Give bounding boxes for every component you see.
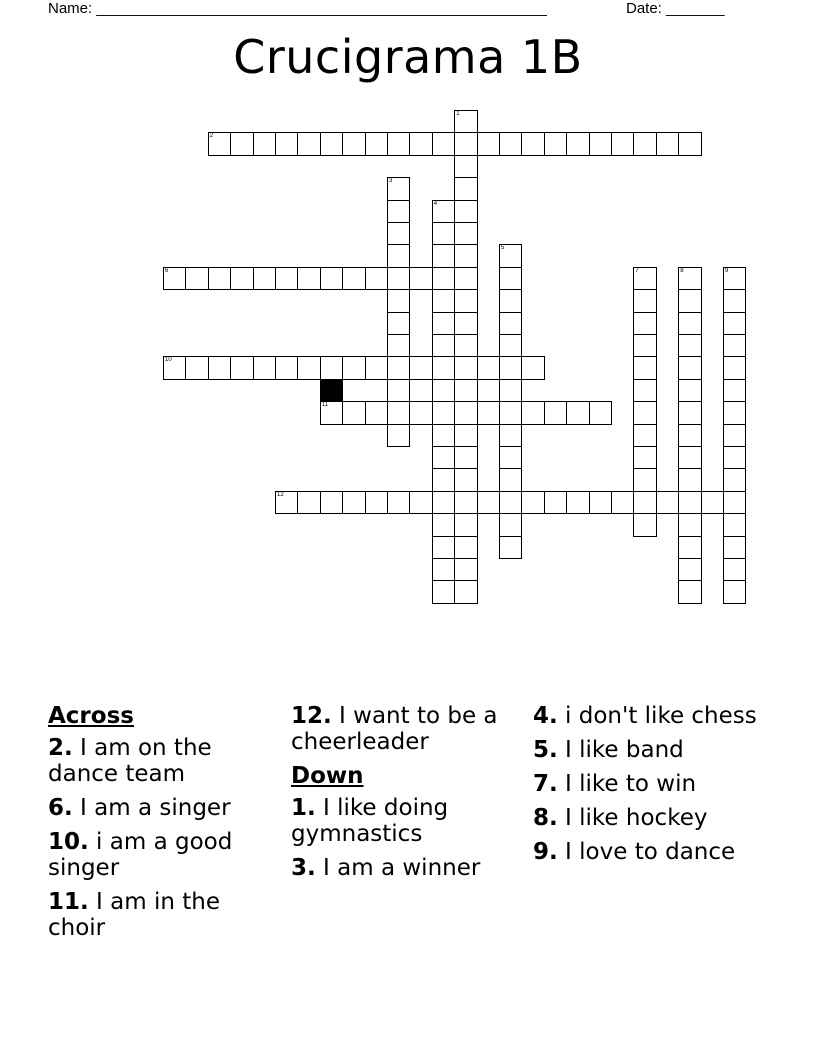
grid-cell[interactable]	[387, 356, 410, 379]
grid-cell[interactable]	[723, 379, 746, 402]
grid-cell[interactable]	[454, 222, 477, 245]
grid-cell[interactable]	[566, 401, 589, 424]
grid-cell[interactable]	[477, 132, 500, 155]
grid-cell[interactable]	[454, 491, 477, 514]
grid-cell[interactable]	[723, 513, 746, 536]
grid-cell[interactable]	[432, 424, 455, 447]
grid-cell[interactable]	[387, 200, 410, 223]
grid-cell[interactable]	[678, 580, 701, 603]
grid-cell[interactable]	[387, 491, 410, 514]
grid-cell[interactable]	[566, 491, 589, 514]
grid-cell[interactable]	[454, 312, 477, 335]
grid-cell[interactable]	[387, 379, 410, 402]
grid-cell[interactable]	[723, 356, 746, 379]
grid-cell[interactable]	[342, 491, 365, 514]
clue-across-12	[291, 703, 521, 755]
cell-number: 7	[635, 267, 639, 274]
grid-cell[interactable]	[723, 558, 746, 581]
grid-cell[interactable]	[432, 334, 455, 357]
grid-cell[interactable]	[387, 244, 410, 267]
grid-cell[interactable]	[633, 312, 656, 335]
grid-cell[interactable]	[387, 222, 410, 245]
clues-column-3	[533, 703, 763, 873]
clue-across-10	[48, 829, 278, 881]
grid-cell[interactable]	[320, 267, 343, 290]
clue-down-7	[533, 771, 763, 797]
grid-cell[interactable]	[275, 491, 298, 514]
cell-number: 10	[165, 357, 172, 364]
grid-cell[interactable]	[633, 132, 656, 155]
grid-cell[interactable]	[342, 356, 365, 379]
grid-cell[interactable]	[275, 356, 298, 379]
grid-cell[interactable]	[633, 267, 656, 290]
grid-cell[interactable]	[365, 356, 388, 379]
grid-cell[interactable]	[253, 356, 276, 379]
grid-cell[interactable]	[723, 446, 746, 469]
grid-cell[interactable]	[723, 580, 746, 603]
clue-text: I want to be a cheerleader	[291, 703, 498, 755]
grid-cell[interactable]	[678, 267, 701, 290]
clue-text: i don't like chess	[557, 703, 757, 729]
grid-cell[interactable]	[454, 155, 477, 178]
clue-down-4	[533, 703, 763, 729]
grid-cell[interactable]	[230, 356, 253, 379]
grid-cell[interactable]	[275, 267, 298, 290]
grid-cell[interactable]	[611, 491, 634, 514]
grid-cell[interactable]	[633, 491, 656, 514]
clues-column-2	[291, 703, 521, 889]
clue-text: I like hockey	[557, 805, 708, 831]
grid-cell[interactable]	[499, 267, 522, 290]
grid-cell[interactable]	[454, 446, 477, 469]
grid-cell[interactable]	[477, 356, 500, 379]
grid-cell[interactable]	[723, 536, 746, 559]
grid-cell[interactable]	[454, 580, 477, 603]
grid-cell[interactable]	[320, 401, 343, 424]
grid-cell[interactable]	[499, 132, 522, 155]
grid-cell[interactable]	[499, 446, 522, 469]
grid-cell[interactable]	[163, 356, 186, 379]
clue-text: I like doing gymnastics	[291, 795, 449, 847]
cell-number: 4	[433, 200, 438, 207]
grid-cell[interactable]	[454, 356, 477, 379]
grid-cell[interactable]	[678, 513, 701, 536]
clue-number: 1.	[291, 795, 316, 821]
clue-down-1	[291, 795, 521, 847]
grid-cell[interactable]	[409, 267, 432, 290]
grid-cell[interactable]	[566, 132, 589, 155]
black-square	[320, 379, 343, 402]
grid-cell[interactable]	[678, 468, 701, 491]
grid-cell[interactable]	[678, 446, 701, 469]
grid-cell[interactable]	[454, 110, 477, 133]
grid-cell[interactable]	[499, 468, 522, 491]
clue-text: I love to dance	[557, 839, 736, 865]
grid-cell[interactable]	[499, 334, 522, 357]
grid-cell[interactable]	[365, 401, 388, 424]
grid-cell[interactable]	[454, 536, 477, 559]
grid-cell[interactable]	[678, 379, 701, 402]
grid-cell[interactable]	[723, 468, 746, 491]
grid-cell[interactable]	[499, 379, 522, 402]
grid-cell[interactable]	[499, 312, 522, 335]
grid-cell[interactable]	[409, 491, 432, 514]
grid-cell[interactable]	[432, 491, 455, 514]
cell-number: 1	[456, 111, 460, 117]
grid-cell[interactable]	[387, 267, 410, 290]
grid-cell[interactable]	[230, 267, 253, 290]
grid-cell[interactable]	[723, 289, 746, 312]
grid-cell[interactable]	[297, 491, 320, 514]
cell-number: 3	[389, 178, 393, 185]
clue-number: 10.	[48, 829, 89, 855]
grid-cell[interactable]	[253, 267, 276, 290]
grid-cell[interactable]	[253, 132, 276, 155]
grid-cell[interactable]	[409, 401, 432, 424]
grid-cell[interactable]	[342, 132, 365, 155]
grid-cell[interactable]	[297, 132, 320, 155]
cell-number: 12	[277, 491, 284, 498]
cell-number: 6	[165, 267, 169, 274]
grid-cell[interactable]	[432, 446, 455, 469]
grid-cell[interactable]	[678, 356, 701, 379]
grid-cell[interactable]	[499, 491, 522, 514]
cell-number: 5	[501, 245, 505, 252]
grid-cell[interactable]	[454, 334, 477, 357]
grid-cell[interactable]	[499, 244, 522, 267]
grid-cell[interactable]	[521, 132, 544, 155]
clue-text: I am in the choir	[48, 889, 220, 941]
grid-cell[interactable]	[320, 356, 343, 379]
clue-across-6	[48, 795, 278, 821]
grid-cell[interactable]	[589, 132, 612, 155]
grid-cell[interactable]	[320, 132, 343, 155]
grid-cell[interactable]	[499, 289, 522, 312]
grid-cell[interactable]	[678, 401, 701, 424]
grid-cell[interactable]	[611, 132, 634, 155]
clue-text: I like to win	[557, 771, 697, 797]
grid-cell[interactable]	[521, 401, 544, 424]
grid-cell[interactable]	[499, 513, 522, 536]
grid-cell[interactable]	[723, 491, 746, 514]
grid-cell[interactable]	[723, 334, 746, 357]
grid-cell[interactable]	[723, 424, 746, 447]
grid-cell[interactable]	[656, 491, 679, 514]
grid-cell[interactable]	[387, 334, 410, 357]
clue-down-3	[291, 855, 521, 881]
clue-number: 12.	[291, 703, 332, 729]
clue-down-9	[533, 839, 763, 865]
grid-cell[interactable]	[633, 379, 656, 402]
grid-cell[interactable]	[432, 356, 455, 379]
grid-cell[interactable]	[521, 491, 544, 514]
grid-cell[interactable]	[499, 356, 522, 379]
clue-number: 6.	[48, 795, 73, 821]
grid-cell[interactable]	[678, 424, 701, 447]
clue-across-11	[48, 889, 278, 941]
clue-number: 5.	[533, 737, 558, 763]
grid-cell[interactable]	[454, 289, 477, 312]
grid-cell[interactable]	[387, 177, 410, 200]
grid-cell[interactable]	[499, 536, 522, 559]
name-field-label: Name: ______________________________________________________	[48, 0, 547, 17]
grid-cell[interactable]	[432, 312, 455, 335]
grid-cell[interactable]	[185, 356, 208, 379]
grid-cell[interactable]	[432, 244, 455, 267]
grid-cell[interactable]	[633, 468, 656, 491]
clue-down-5	[533, 737, 763, 763]
clue-number: 9.	[533, 839, 558, 865]
cell-number: 8	[680, 267, 684, 274]
grid-cell[interactable]	[544, 491, 567, 514]
grid-cell[interactable]	[320, 491, 343, 514]
grid-cell[interactable]	[208, 267, 231, 290]
clue-number: 2.	[48, 735, 73, 761]
clue-number: 8.	[533, 805, 558, 831]
grid-cell[interactable]	[454, 379, 477, 402]
grid-cell[interactable]	[633, 334, 656, 357]
grid-cell[interactable]	[432, 200, 455, 223]
grid-cell[interactable]	[633, 513, 656, 536]
grid-cell[interactable]	[633, 424, 656, 447]
grid-cell[interactable]	[297, 356, 320, 379]
grid-cell[interactable]	[454, 424, 477, 447]
grid-cell[interactable]	[633, 401, 656, 424]
grid-cell[interactable]	[454, 132, 477, 155]
grid-cell[interactable]	[432, 401, 455, 424]
grid-cell[interactable]	[409, 132, 432, 155]
grid-cell[interactable]	[633, 289, 656, 312]
grid-cell[interactable]	[723, 312, 746, 335]
grid-cell[interactable]	[633, 446, 656, 469]
grid-cell[interactable]	[454, 267, 477, 290]
grid-cell[interactable]	[633, 356, 656, 379]
grid-cell[interactable]	[387, 424, 410, 447]
grid-cell[interactable]	[678, 312, 701, 335]
grid-cell[interactable]	[678, 536, 701, 559]
grid-cell[interactable]	[208, 132, 231, 155]
date-field-label: Date: _______	[626, 0, 725, 17]
grid-cell[interactable]	[432, 222, 455, 245]
grid-cell[interactable]	[454, 244, 477, 267]
clue-text: I like band	[557, 737, 684, 763]
cell-number: 9	[725, 267, 729, 274]
grid-cell[interactable]	[365, 491, 388, 514]
grid-cell[interactable]	[432, 132, 455, 155]
grid-cell[interactable]	[678, 558, 701, 581]
grid-cell[interactable]	[342, 267, 365, 290]
grid-cell[interactable]	[387, 132, 410, 155]
clue-text: I am a singer	[72, 795, 231, 821]
clue-text: I am a winner	[315, 855, 481, 881]
clue-number: 4.	[533, 703, 558, 729]
grid-cell[interactable]	[387, 289, 410, 312]
down-heading: Down	[291, 763, 364, 789]
clue-number: 3.	[291, 855, 316, 881]
grid-cell[interactable]	[499, 401, 522, 424]
grid-cell[interactable]	[432, 580, 455, 603]
across-heading: Across	[48, 703, 134, 729]
grid-cell[interactable]	[499, 424, 522, 447]
grid-cell[interactable]	[544, 132, 567, 155]
grid-cell[interactable]	[409, 356, 432, 379]
grid-cell[interactable]	[544, 401, 567, 424]
clue-number: 11.	[48, 889, 89, 915]
grid-cell[interactable]	[432, 536, 455, 559]
clue-down-8	[533, 805, 763, 831]
grid-cell[interactable]	[477, 401, 500, 424]
grid-cell[interactable]	[701, 491, 724, 514]
grid-cell[interactable]	[589, 491, 612, 514]
clue-number: 7.	[533, 771, 558, 797]
grid-cell[interactable]	[365, 132, 388, 155]
grid-cell[interactable]	[454, 513, 477, 536]
grid-cell[interactable]	[342, 401, 365, 424]
grid-cell[interactable]	[678, 132, 701, 155]
clue-text: I am on the dance team	[48, 735, 212, 787]
grid-cell[interactable]	[454, 401, 477, 424]
grid-cell[interactable]	[678, 289, 701, 312]
grid-cell[interactable]	[454, 468, 477, 491]
grid-cell[interactable]	[477, 491, 500, 514]
grid-cell[interactable]	[185, 267, 208, 290]
grid-cell[interactable]	[432, 289, 455, 312]
grid-cell[interactable]	[454, 200, 477, 223]
grid-cell[interactable]	[678, 491, 701, 514]
grid-cell[interactable]	[387, 401, 410, 424]
grid-cell[interactable]	[230, 132, 253, 155]
cell-number: 11	[321, 402, 329, 409]
grid-cell[interactable]	[432, 558, 455, 581]
grid-cell[interactable]	[723, 267, 746, 290]
clue-across-2	[48, 735, 278, 787]
grid-cell[interactable]	[432, 379, 455, 402]
grid-cell[interactable]	[723, 401, 746, 424]
grid-cell[interactable]	[297, 267, 320, 290]
page-title: Crucigrama 1B	[233, 30, 583, 84]
cell-number: 2	[209, 133, 214, 140]
grid-cell[interactable]	[454, 177, 477, 200]
grid-cell[interactable]	[275, 132, 298, 155]
clue-text: i am a good singer	[48, 829, 233, 881]
grid-cell[interactable]	[432, 267, 455, 290]
grid-cell[interactable]	[365, 267, 388, 290]
grid-cell[interactable]	[454, 558, 477, 581]
grid-cell[interactable]	[589, 401, 612, 424]
grid-cell[interactable]	[678, 334, 701, 357]
grid-cell[interactable]	[163, 267, 186, 290]
grid-cell[interactable]	[656, 132, 679, 155]
grid-cell[interactable]	[521, 356, 544, 379]
clues-column-1	[48, 703, 278, 949]
grid-cell[interactable]	[432, 468, 455, 491]
grid-cell[interactable]	[208, 356, 231, 379]
grid-cell[interactable]	[432, 513, 455, 536]
grid-cell[interactable]	[387, 312, 410, 335]
